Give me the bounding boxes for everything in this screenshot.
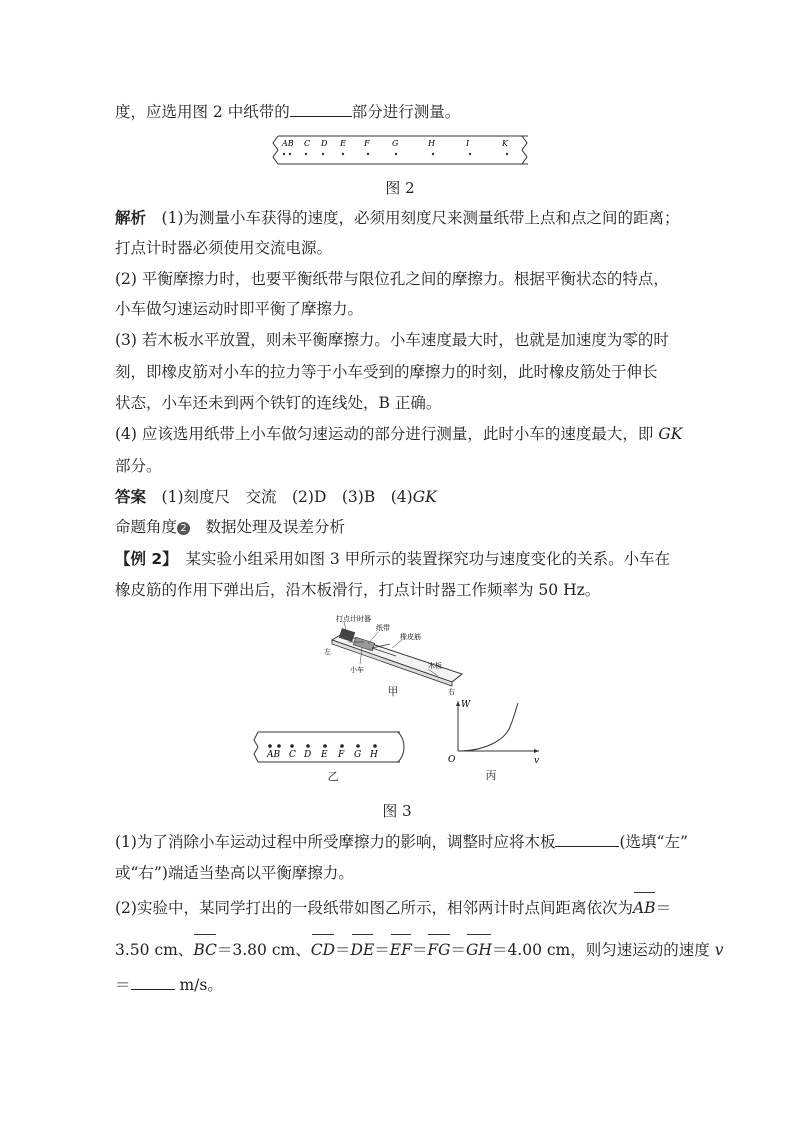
analysis-p3-cont: 刻，即橡皮筋对小车的拉力等于小车受到的摩擦力的时刻，此时橡皮筋处于伸长	[115, 363, 658, 381]
x-axis-label: v	[534, 756, 540, 765]
question-2-values: 3.50 cm、BC＝3.80 cm、CD＝DE＝EF＝FG＝GH＝4.00 cm，则匀速运动的速度 v	[115, 941, 724, 959]
analysis-p1-cont: 打点计时器必须使用交流电源。	[115, 239, 333, 257]
analysis-p3-end: 状态，小车还未到两个铁钉的连线处，B 正确。	[115, 394, 442, 412]
cart-label: 小车	[350, 666, 364, 674]
tape2-point-label: D	[321, 139, 328, 148]
question-line: 度，应选用图 2 中纸带的 部分进行测量。	[115, 103, 461, 121]
tape3-point-label: D	[304, 750, 312, 760]
tape3-dot	[277, 744, 281, 748]
figure-3-bing-caption: 丙	[485, 769, 497, 782]
figure-3-graph	[444, 697, 544, 765]
analysis-p3: (3) 若木板水平放置，则未平衡摩擦力。小车速度最大时，也就是加速度为零的时	[115, 331, 669, 349]
tape3-point-label: E	[321, 750, 328, 760]
answer-blank	[555, 832, 619, 847]
tape2-point-label: G	[392, 139, 399, 148]
rubber-label: 橡皮筋	[400, 633, 421, 641]
tape3-point-label: H	[370, 750, 378, 760]
tape2-dot	[395, 153, 397, 155]
topic-angle: 命题角度 2 数据处理及误差分析	[115, 518, 346, 536]
figure-3-yi-caption: 乙	[327, 770, 339, 783]
origin-label: O	[448, 755, 456, 765]
tape3-dot	[306, 744, 310, 748]
answer-blank	[131, 975, 175, 990]
tape2-point-label: C	[304, 139, 311, 148]
analysis-p2: (2) 平衡摩擦力时，也要平衡纸带与限位孔之间的摩擦力。根据平衡状态的特点，	[115, 270, 669, 288]
analysis-p4: (4) 应该选用纸带上小车做匀速运动的部分进行测量，此时小车的速度最大，即 GK	[115, 425, 683, 443]
question-1: (1)为了消除小车运动过程中所受摩擦力的影响，调整时应将木板 (选填“左”	[115, 833, 688, 851]
tape3-point-label: AB	[267, 750, 281, 760]
tape3-dot	[323, 744, 327, 748]
tape3-dot	[373, 744, 377, 748]
answer-line: 答案 (1)刻度尺 交流 (2)D (3)B (4)GK	[115, 488, 437, 506]
left-label: 左	[324, 648, 331, 656]
tape2-point-label: E	[340, 139, 346, 148]
tape3-dot	[356, 744, 360, 748]
w-v-curve	[458, 703, 518, 751]
tape2-point-label: F	[364, 139, 370, 148]
tape3-point-label: C	[289, 750, 296, 760]
figure-2-caption: 图 2	[385, 179, 415, 197]
right-label: 右	[448, 688, 455, 696]
answer-blank	[290, 102, 352, 117]
figure-3-tape	[250, 728, 410, 766]
tape2-point-label: AB	[282, 139, 294, 148]
question-2-end: ＝ m/s。	[115, 976, 223, 994]
tape2-dot	[289, 153, 291, 155]
tape2-dot	[506, 153, 508, 155]
analysis-p4-end: 部分。	[115, 457, 162, 475]
tape-label: 纸带	[376, 624, 390, 632]
figure-2-tape	[270, 134, 530, 168]
question-2: (2)实验中，某同学打出的一段纸带如图乙所示，相邻两计时点间距离依次为AB＝	[115, 899, 672, 917]
tape2-point-label: K	[502, 139, 508, 148]
example-line-1: 【例 2】 某实验小组采用如图 3 甲所示的装置探究功与速度变化的关系。小车在	[115, 550, 671, 568]
tape3-dot	[340, 744, 344, 748]
tape2-point-label: I	[466, 139, 470, 148]
number-badge: 2	[177, 522, 190, 535]
analysis-p2-cont: 小车做匀速运动时即平衡了摩擦力。	[115, 300, 364, 318]
tape2-dot	[342, 153, 344, 155]
figure-3-jia-caption: 甲	[387, 685, 399, 698]
tape3-point-label: G	[354, 750, 362, 760]
tape3-point-label: F	[338, 750, 345, 760]
tape2-dot	[432, 153, 434, 155]
analysis-p1: 解析 (1)为测量小车获得的速度，必须用刻度尺来测量纸带上点和点之间的距离；	[115, 209, 680, 227]
timer-label: 打点计时器	[336, 615, 371, 623]
y-axis-label: W	[461, 700, 471, 710]
example-line-2: 橡皮筋的作用下弹出后，沿木板滑行，打点计时器工作频率为 50 Hz。	[115, 581, 601, 599]
figure-3-caption: 图 3	[382, 802, 412, 820]
board-label: 木板	[428, 662, 442, 670]
tape2-point-label: H	[428, 139, 435, 148]
tape2-dot	[305, 153, 307, 155]
tape2-dot	[283, 153, 285, 155]
tape2-dot	[469, 153, 471, 155]
tape3-dot	[290, 744, 294, 748]
question-1-cont: 或“右”)端适当垫高以平衡摩擦力。	[115, 864, 354, 882]
tape3-dot	[268, 744, 272, 748]
tape2-dot	[322, 153, 324, 155]
tape2-dot	[367, 153, 369, 155]
